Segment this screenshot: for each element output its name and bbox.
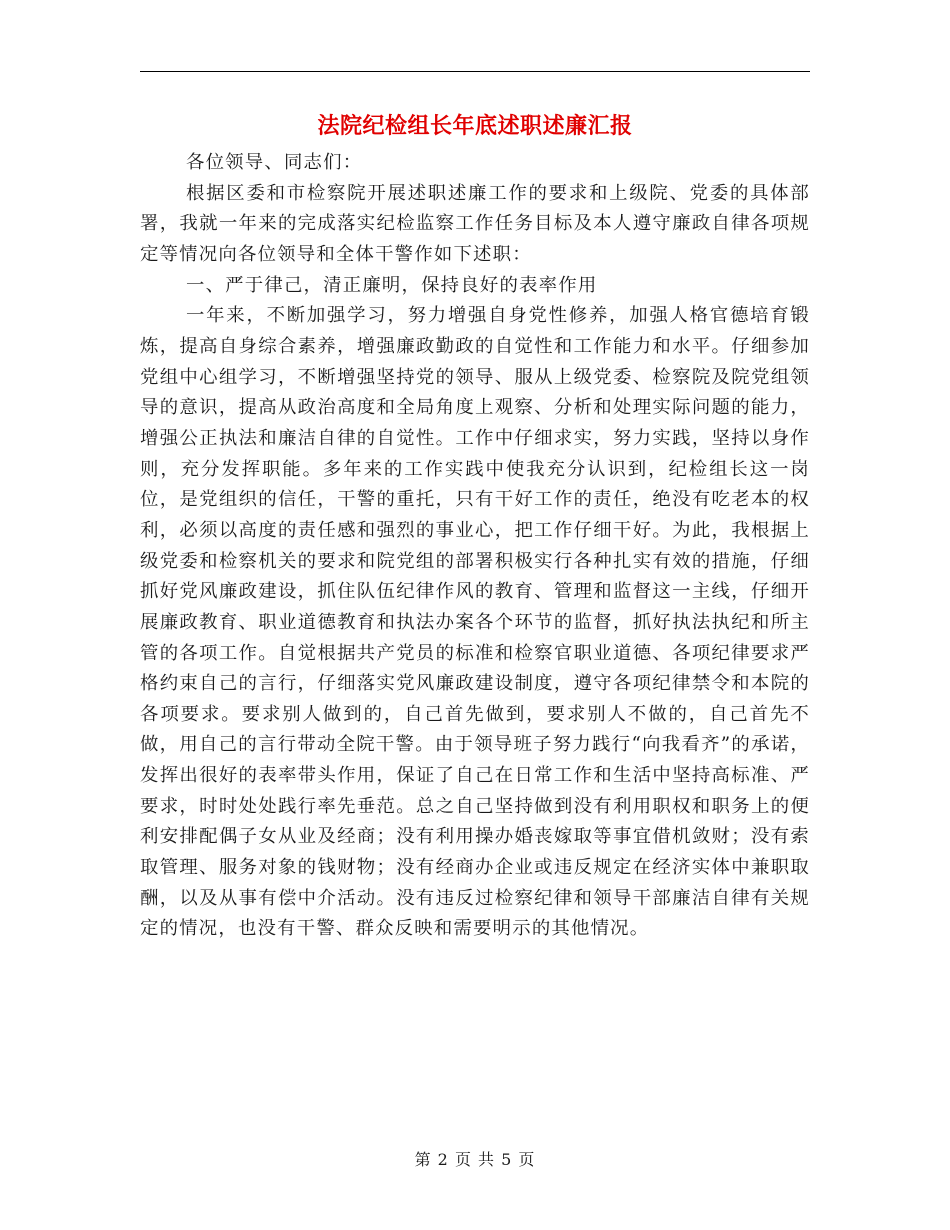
page-number-footer: 第 2 页 共 5 页	[414, 1150, 536, 1169]
paragraph-body: 一年来，不断加强学习，努力增强自身党性修养，加强人格官德培育锻炼，提高自身综合素养，增强廉政勤政的自觉性和工作能力和水平。仔细参加党组中心组学习，不断增强坚持党的领导、服从上级党委、检察院及院党组领导的意识，提高从政治高度和全局角度上观察、分析和处理实际问题的能力，增强公正执法和廉洁自律的自觉性。工作中仔细求实，努力实践，坚持以身作则，充分发挥职能。多年来的工作实践中使我充分认识到，纪检组长这一岗位，是党组织的信任，干警的重托，只有干好工作的责任，绝没有吃老本的权利，必须以高度的责任感和强烈的事业心，把工作仔细干好。为此，我根据上级党委和检察机关的要求和院党组的部署积极实行各种扎实有效的措施，仔细抓好党风廉政建设，抓住队伍纪律作风的教育、管理和监督这一主线，仔细开展廉政教育、职业道德教育和执法办案各个环节的监督，抓好执法执纪和所主管的各项工作。自觉根据共产党员的标准和检察官职业道德、各项纪律要求严格约束自己的言行，仔细落实党风廉政建设制度，遵守各项纪律禁令和本院的各项要求。要求别人做到的，自己首先做到，要求别人不做的，自己首先不做，用自己的言行带动全院干警。由于领导班子努力践行“向我看齐”的承诺，发挥出很好的表率带头作用，保证了自己在日常工作和生活中坚持高标准、严要求，时时处处践行率先垂范。总之自己坚持做到没有利用职权和职务上的便利安排配偶子女从业及经商；没有利用操办婚丧嫁取等事宜借机敛财；没有索取管理、服务对象的钱财物；没有经商办企业或违反规定在经济实体中兼职取酬，以及从事有偿中介活动。没有违反过检察纪律和领导干部廉洁自律有关规定的情况，也没有干警、群众反映和需要明示的其他情况。	[140, 305, 810, 940]
document-body	[140, 148, 810, 945]
salutation: 各位领导、同志们：	[186, 152, 363, 173]
document-title: 法院纪检组长年底述职述廉汇报	[317, 113, 633, 139]
section-heading: 一、严于律己，清正廉明，保持良好的表率作用	[186, 274, 598, 296]
header-rule	[140, 71, 810, 72]
paragraph-intro: 根据区委和市检察院开展述职述廉工作的要求和上级院、党委的具体部署，我就一年来的完成落实纪检监察工作任务目标及本人遵守廉政自律各项规定等情况向各位领导和全体干警作如下述职：	[140, 182, 810, 265]
